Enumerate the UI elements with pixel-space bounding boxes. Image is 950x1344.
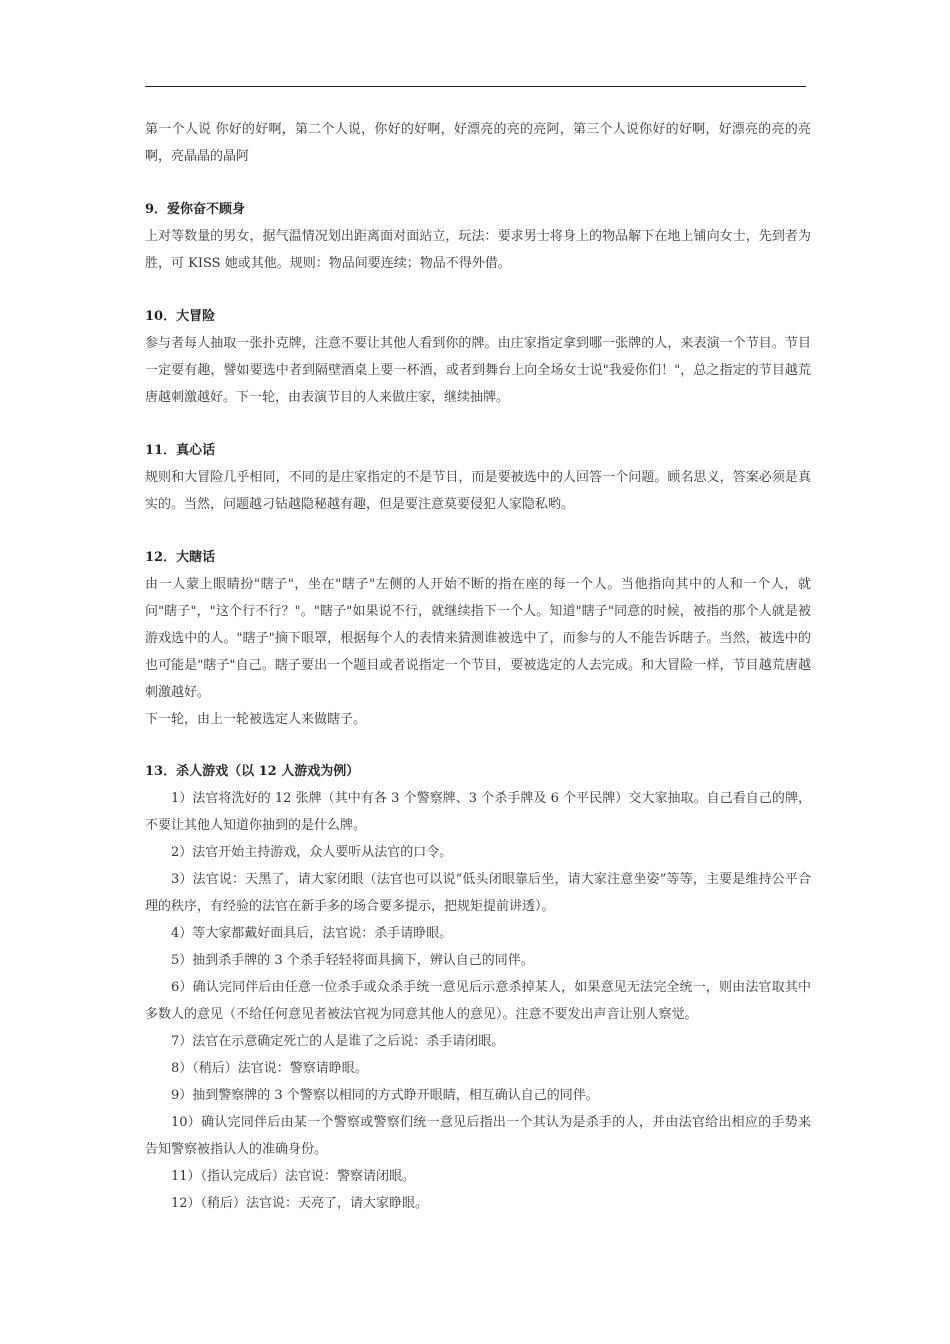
step-item: 5）抽到杀手牌的 3 个杀手轻轻将面具摘下，辨认自己的同伴。 (171, 953, 534, 968)
section-title: 10．大冒险 (145, 309, 216, 324)
step-item: 3）法官说：天黑了，请大家闭眼（法官也可以说“低头闭眼靠后坐，请大家注意坐姿”等等，主要是维持公平合理的秩序，有经验的法官在新手多的场合要多提示，把规矩提前讲透）。 (145, 872, 811, 914)
step-item: 10）确认完同伴后由某一个警察或警察们统一意见后指出一个其认为是杀手的人，并由法官给出相应的手势来告知警察被指认人的准确身份。 (145, 1115, 811, 1157)
step-item: 4）等大家都戴好面具后，法官说：杀手请睁眼。 (171, 926, 453, 941)
step-item: 1）法官将洗好的 12 张牌（其中有各 3 个警察牌、3 个杀手牌及 6 个平民牌）交大家抽取。自己看自己的牌，不要让其他人知道你抽到的是什么牌。 (145, 791, 811, 833)
step-item: 7）法官在示意确定死亡的人是谁了之后说：杀手请闭眼。 (171, 1034, 505, 1049)
spacer (145, 411, 811, 437)
section-10 (145, 303, 811, 411)
document-body (145, 116, 811, 1217)
spacer (145, 170, 811, 196)
section-9 (145, 196, 811, 277)
spacer (145, 277, 811, 303)
step-item: 2）法官开始主持游戏，众人要听从法官的口令。 (171, 845, 453, 860)
section-paragraph: 由一人蒙上眼睛扮"瞎子"，坐在"瞎子"左侧的人开始不断的指在座的每一个人。当他指向其中的人和一个人，就问"瞎子"，"这个行不行？"。"瞎子"如果说不行，就继续指下一个人。知道"瞎子"同意的时候，被指的那个人就是被游戏选中的人。"瞎子"摘下眼罩，根据每个人的表情来猜测谁被选中了，而参与的人不能告诉瞎子。当然，被选中的也可能是"瞎子"自己。瞎子要出一个题目或者说指定一个节目，要被选定的人去完成。和大冒险一样，节目越荒唐越刺激越好。 (145, 577, 811, 700)
section-paragraph: 上对等数量的男女，据气温情况划出距离面对面站立，玩法：要求男士将身上的物品解下在地上铺向女士，先到者为胜，可 KISS 她或其他。规则：物品间要连续；物品不得外借。 (145, 229, 811, 271)
step-item: 11）（指认完成后）法官说：警察请闭眼。 (171, 1169, 416, 1184)
intro-paragraph: 第一个人说 你好的好啊，第二个人说，你好的好啊，好漂亮的亮的亮阿，第三个人说你好的好啊，好漂亮的亮的亮啊，亮晶晶的晶阿 (145, 122, 811, 164)
section-paragraph: 参与者每人抽取一张扑克牌，注意不要让其他人看到你的牌。由庄家指定拿到哪一张牌的人，来表演一个节目。节目一定要有趣，譬如要选中者到隔壁酒桌上要一杯酒，或者到舞台上向全场女士说"我爱你们！"，总之指定的节目越荒唐越刺激越好。下一轮，由表演节目的人来做庄家，继续抽牌。 (145, 336, 811, 405)
section-title: 9．爱你奋不顾身 (145, 202, 246, 217)
header-rule (145, 86, 806, 87)
step-item: 6）确认完同伴后由任意一位杀手或众杀手统一意见后示意杀掉某人，如果意见无法完全统一，则由法官取其中多数人的意见（不给任何意见者被法官视为同意其他人的意见）。注意不要发出声音让别人察觉。 (145, 980, 811, 1022)
section-title: 11．真心话 (145, 443, 216, 458)
step-item: 8）（稍后）法官说：警察请睁眼。 (171, 1061, 368, 1076)
section-12 (145, 544, 811, 733)
spacer (145, 518, 811, 544)
step-item: 12）（稍后）法官说：天亮了，请大家睁眼。 (171, 1196, 429, 1211)
step-item: 9）抽到警察牌的 3 个警察以相同的方式睁开眼睛，相互确认自己的同伴。 (171, 1088, 599, 1103)
section-paragraph: 规则和大冒险几乎相同，不同的是庄家指定的不是节目，而是要被选中的人回答一个问题。顾名思义，答案必须是真实的。当然，问题越刁钻越隐秘越有趣，但是要注意莫要侵犯人家隐私哟。 (145, 470, 811, 512)
section-13 (145, 758, 811, 1217)
section-title: 13．杀人游戏（以 12 人游戏为例） (145, 764, 360, 779)
section-title: 12．大瞎话 (145, 550, 216, 565)
section-11 (145, 437, 811, 518)
section-paragraph: 下一轮，由上一轮被选定人来做瞎子。 (145, 712, 367, 727)
spacer (145, 733, 811, 758)
